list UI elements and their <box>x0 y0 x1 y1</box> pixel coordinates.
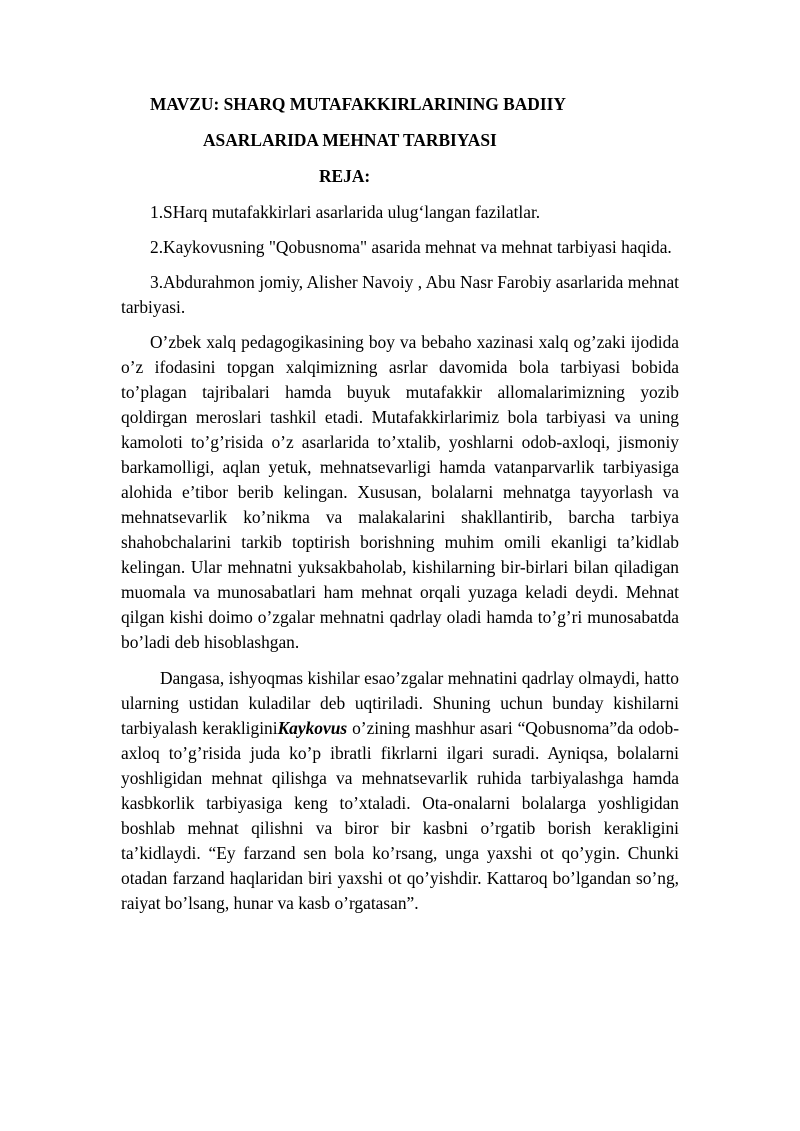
paragraph-2-text-end: o’zining mashhur asari “Qobusnoma”da odob-axloq to’g’risida juda ko’p ibratli fikrlarni ilgari suradi. Ayniqsa, bolalarni yoshligidan mehnat qilishga va mehnatsevarlik ruhida tarbiyalashga hamda kasbkorlik tarbiyasiga keng to’xtaladi. Ota-onalarni bolalarga yoshligidan boshlab mehnat qilishni va biror bir kasbni o’rgatib borish kerakligini ta’kidlaydi. “Ey farzand sen bola ko’rsang, unga yaxshi ot qo’ygin. Chunki otadan farzand haqlaridan biri yaxshi ot qo’yishdir. Kattaroq bo’lgandan so’ng, raiyat bo’lsang, hunar va kasb o’rgatasan”. <box>121 718 679 913</box>
document-title-line-1: MAVZU: SHARQ MUTAFAKKIRLARINING BADIIY <box>150 94 566 114</box>
body-paragraph-1: O’zbek xalq pedagogikasining boy va bebaho xazinasi xalq og’zaki ijodida o’z ifodasini topgan xalqimizning asrlar davomida bola tarbiyasi bobida to’plagan tajribalari hamda buyuk mutafakkir allomalarimizning yozib qoldirgan meroslari tashkil etadi. Mutafakkirlarimiz bola tarbiyasi va uning kamoloti to’g’risida o’z asarlarida to’xtalib, yoshlarni odob-axloqi, jismoniy barkamolligi, aqlan yetuk, mehnatsevarligi hamda vatanparvarlik tarbiyasiga alohida e’tibor berib kelingan. Xususan, bolalarni mehnatga tayyorlash va mehnatsevarlik ko’nikma va malakalarini shakllantirib, barcha tarbiya shahobchalarini tarkib toptirish borishning muhim omili ekanligi ta’kidlab kelingan. Ular mehnatni yuksakbaholab, kishilarning bir-birlari bilan qiladigan muomala va munosabatlari ham mehnat orqali yuzaga keladi deydi. Mehnat qilgan kishi doimo o’zgalar mehnatni qadrlay oladi hamda to’g’ri munosabatda bo’ladi deb hisoblashgan. <box>121 332 679 652</box>
body-paragraph-2 <box>121 666 679 916</box>
paragraph-2-text-start: Dangasa, ishyoqmas kishilar esao’zgalar mehnatini qadrlay olmaydi, hatto ularning ustidan kuladilar deb uqtiriladi. Shuning uchun bunday kishilarni tarbiyalash kerakligini <box>121 668 679 738</box>
plan-item-2: 2.Kaykovusning "Qobusnoma" asarida mehnat va mehnat tarbiyasi haqida. <box>150 237 672 257</box>
document-page <box>121 92 679 916</box>
document-title-line-2: ASARLARIDA MEHNAT TARBIYASI <box>203 130 497 150</box>
plan-heading: REJA: <box>319 166 371 186</box>
plan-item-1: 1.SHarq mutafakkirlari asarlarida ulug‘langan fazilatlar. <box>150 202 541 222</box>
author-name-emphasis: Kaykovus <box>277 718 348 738</box>
plan-item-3: 3.Abdurahmon jomiy, Alisher Navoiy , Abu Nasr Farobiy asarlarida mehnat tarbiyasi. <box>121 272 679 317</box>
